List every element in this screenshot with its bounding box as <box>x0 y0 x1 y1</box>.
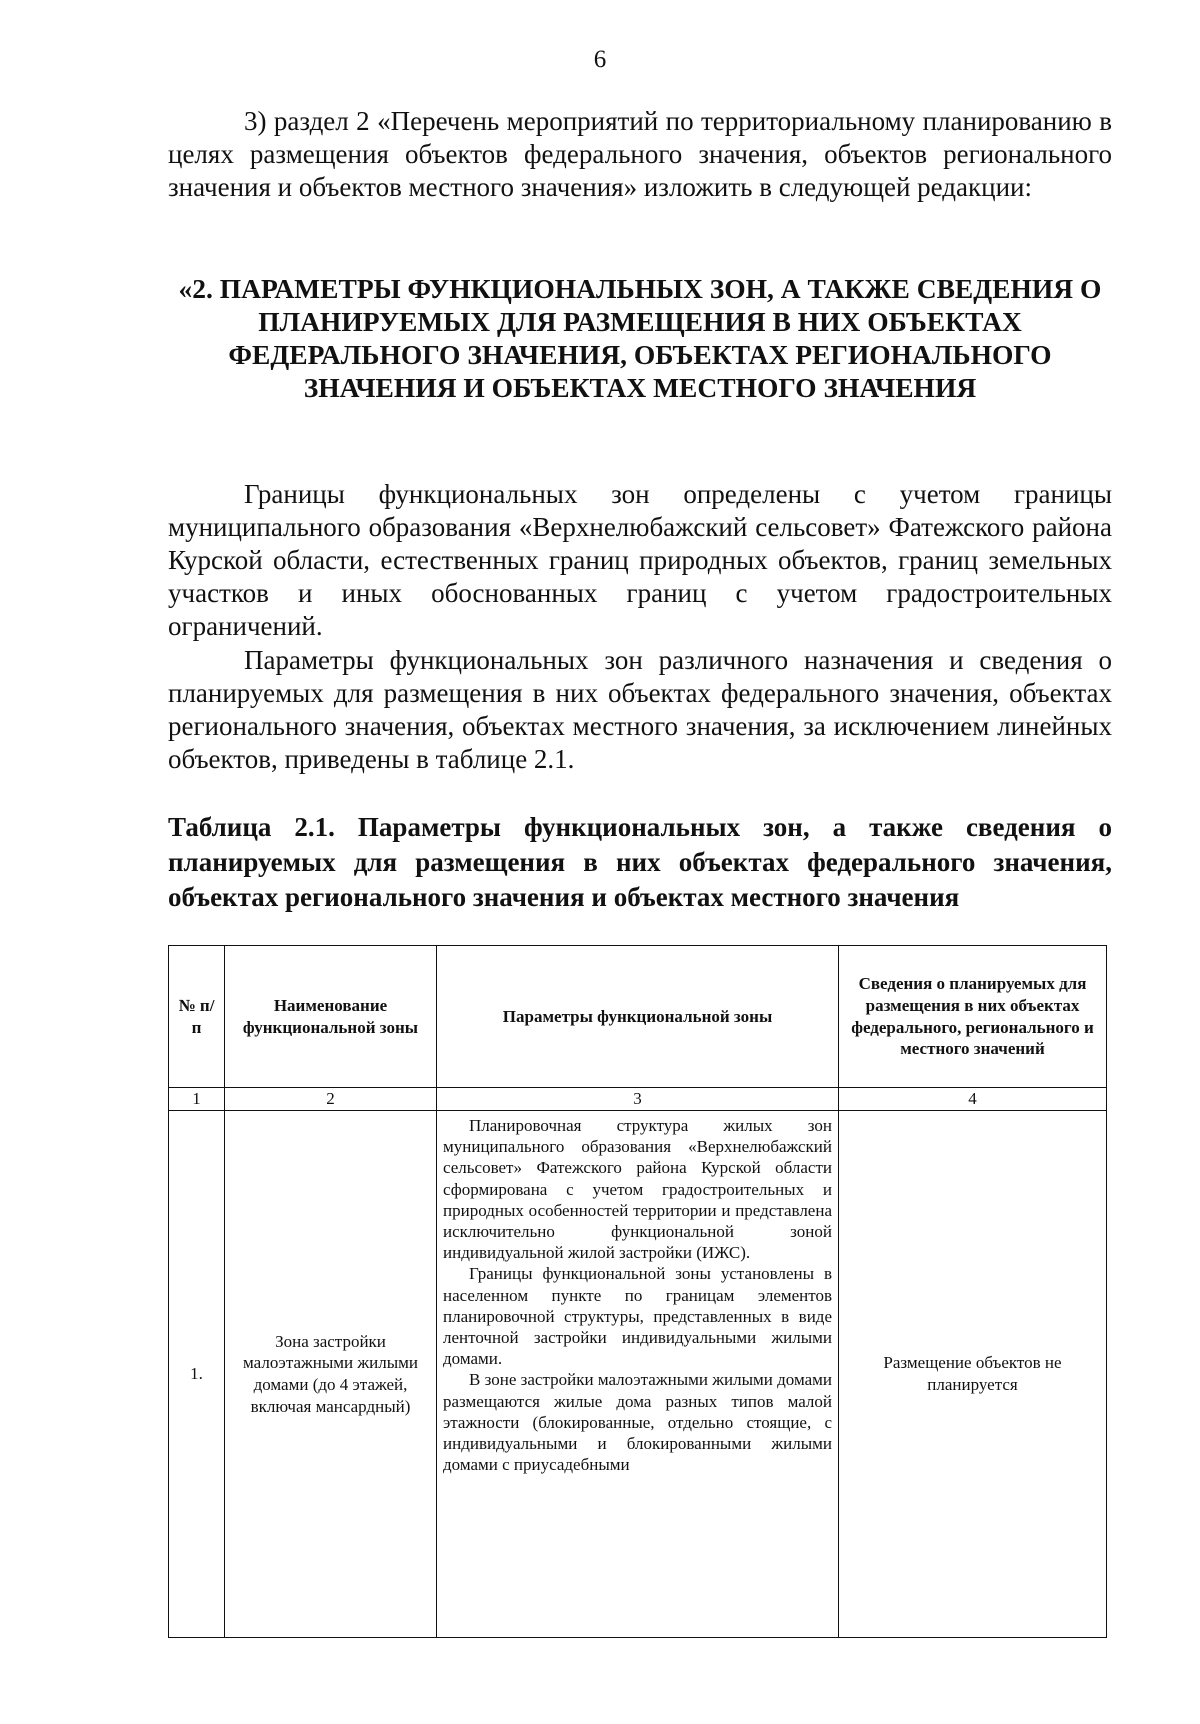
paragraph-borders: Границы функциональных зон определены с учетом границы муниципального образования «Верхнелюбажский сельсовет» Фатежского района Курской области, естественных границ природных объектов, границ земельных участков и иных обоснованных границ с учетом градостроительных ограничений. <box>168 479 1112 641</box>
zones-table <box>168 945 1107 1638</box>
zone-params-p2: Границы функциональной зоны установлены в населенном пункте по границам элементов планировочной структуры, представленных в виде ленточной застройки индивидуальными жилыми домами. <box>443 1264 832 1369</box>
table-row <box>169 1111 1107 1638</box>
zone-params-p1: Планировочная структура жилых зон муниципального образования «Верхнелюбажский сельсовет» Фатежского района Курской области сформирована с учетом градостроительных и природных особенностей территории и представлена исключительно функциональной зоной индивидуальной жилой застройки (ИЖС). <box>443 1116 832 1263</box>
zone-name: Зона застройки малоэтажными жилыми домами (до 4 этажей, включая мансардный) <box>225 1111 437 1638</box>
column-number: 2 <box>225 1088 437 1111</box>
section-heading: «2. ПАРАМЕТРЫ ФУНКЦИОНАЛЬНЫХ ЗОН, А ТАКЖЕ СВЕДЕНИЯ О ПЛАНИРУЕМЫХ ДЛЯ РАЗМЕЩЕНИЯ В НИХ ОБЪЕКТАХ ФЕДЕРАЛЬНОГО ЗНАЧЕНИЯ, ОБЪЕКТАХ РЕГИОНАЛЬНОГО ЗНАЧЕНИЯ И ОБЪЕКТАХ МЕСТНОГО ЗНАЧЕНИЯ <box>178 273 1102 403</box>
column-number: 3 <box>437 1088 839 1111</box>
header-name: Наименование функциональной зоны <box>225 946 437 1088</box>
header-objects: Сведения о планируемых для размещения в них объектах федерального, регионального и местного значений <box>839 946 1107 1088</box>
column-number: 4 <box>839 1088 1107 1111</box>
intro-paragraph: 3) раздел 2 «Перечень мероприятий по территориальному планированию в целях размещения объектов федерального значения, объектов регионального значения и объектов местного значения» изложить в следующей редакции: <box>168 106 1112 202</box>
zone-params <box>437 1111 839 1638</box>
header-params: Параметры функциональной зоны <box>437 946 839 1088</box>
zone-objects: Размещение объектов не планируется <box>839 1111 1107 1638</box>
column-number: 1 <box>169 1088 225 1111</box>
page-number: 6 <box>593 46 607 73</box>
header-num: № п/п <box>169 946 225 1088</box>
column-number-row <box>169 1088 1107 1111</box>
table-caption: Таблица 2.1. Параметры функциональных зон, а также сведения о планируемых для размещения в них объектах федерального значения, объектах регионального значения и объектах местного значения <box>168 812 1112 912</box>
zone-params-p3: В зоне застройки малоэтажными жилыми домами размещаются жилые дома разных типов малой этажности (блокированные, отдельно стоящие, с индивидуальными и блокированными жилыми домами с приусадебными <box>443 1370 832 1475</box>
table-header-row <box>169 946 1107 1088</box>
paragraph-params: Параметры функциональных зон различного назначения и сведения о планируемых для размещения в них объектах федерального значения, объектах регионального значения, объектах местного значения, за исключением линейных объектов, приведены в таблице 2.1. <box>168 645 1112 774</box>
row-number: 1. <box>169 1111 225 1638</box>
